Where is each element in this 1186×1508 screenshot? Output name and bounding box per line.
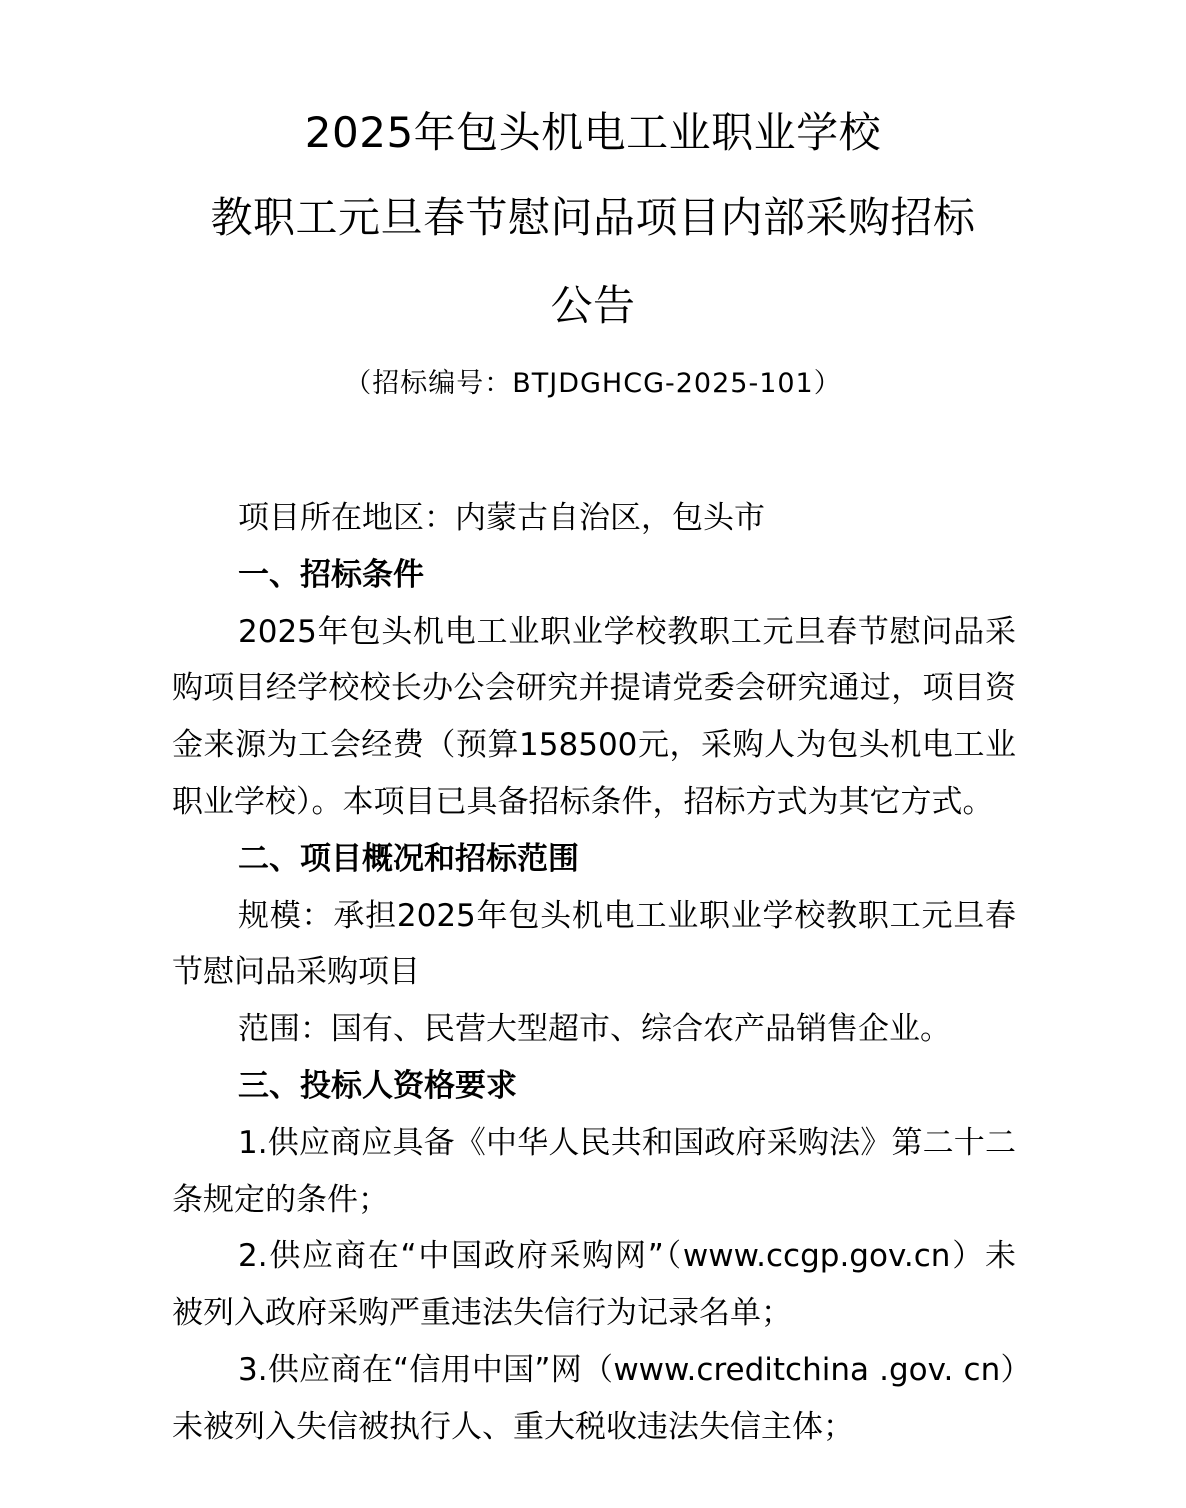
section-3-item-3: 3.供应商在“信用中国”网（www.creditchina .gov. cn）未被列入失信被执行人、重大税收违法失信主体； [172, 1351, 1016, 1445]
document-title-line-3: 公告 [550, 281, 636, 330]
document-title-line-2: 教职工元旦春节慰问品项目内部采购招标 [210, 193, 976, 242]
project-region: 项目所在地区：内蒙古自治区，包头市 [238, 500, 765, 536]
section-3-item-2: 2.供应商在“中国政府采购网”（www.ccgp.gov.cn）未被列入政府采购严重违法失信行为记录名单； [172, 1238, 1016, 1332]
section-3-heading: 三、投标人资格要求 [238, 1067, 517, 1104]
section-2-heading: 二、项目概况和招标范围 [238, 840, 579, 877]
document-title-line-1: 2025年包头机电工业职业学校 [304, 108, 882, 157]
section-2-scale: 规模：承担2025年包头机电工业职业学校教职工元旦春节慰问品采购项目 [172, 897, 1016, 991]
section-3-item-1: 1.供应商应具备《中华人民共和国政府采购法》第二十二条规定的条件； [172, 1124, 1016, 1218]
section-1-heading: 一、招标条件 [238, 556, 424, 593]
section-1-text: 2025年包头机电工业职业学校教职工元旦春节慰问品采购项目经学校校长办公会研究并提请党委会研究通过，项目资金来源为工会经费（预算158500元，采购人为包头机电工业职业学校）。本项目已具备招标条件，招标方式为其它方式。 [172, 613, 1016, 820]
section-2-scope: 范围：国有、民营大型超市、综合农产品销售企业。 [238, 1011, 951, 1048]
bid-number: （招标编号：BTJDGHCG-2025-101） [344, 368, 842, 399]
document-body [172, 490, 1016, 1456]
